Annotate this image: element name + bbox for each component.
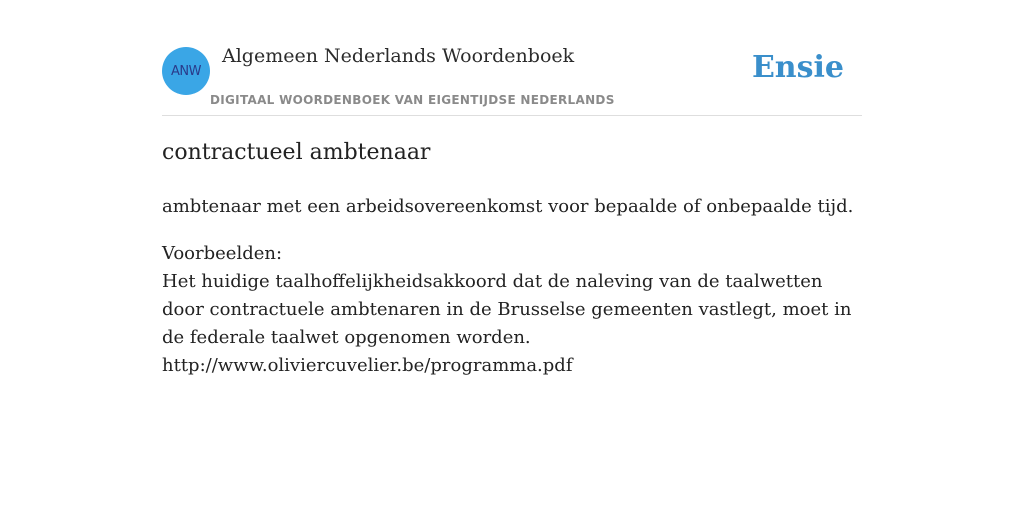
site-subtitle: DIGITAAL WOORDENBOEK VAN EIGENTIJDSE NEDERLANDS: [210, 93, 615, 107]
ensie-brand-logo[interactable]: Ensie: [751, 50, 844, 85]
examples-label: Voorbeelden:: [162, 243, 283, 264]
anw-logo[interactable]: [162, 47, 210, 95]
examples-section: [162, 240, 862, 380]
content-container: [162, 0, 862, 376]
logo-text: ANW: [171, 63, 201, 79]
site-header: [162, 0, 862, 116]
entry-term: contractueel ambtenaar: [162, 140, 431, 165]
site-title[interactable]: Algemeen Nederlands Woordenboek: [222, 45, 575, 67]
example-text: Het huidige taalhoffelijkheidsakkoord dat de naleving van de taalwetten door contractuele ambtenaren in de Brusselse gemeenten vastlegt, moet in de federale taalwet opgenomen worden.: [162, 271, 852, 348]
entry-definition: ambtenaar met een arbeidsovereenkomst voor bepaalde of onbepaalde tijd.: [162, 196, 854, 217]
source-url: http://www.oliviercuvelier.be/programma.pdf: [162, 355, 573, 376]
